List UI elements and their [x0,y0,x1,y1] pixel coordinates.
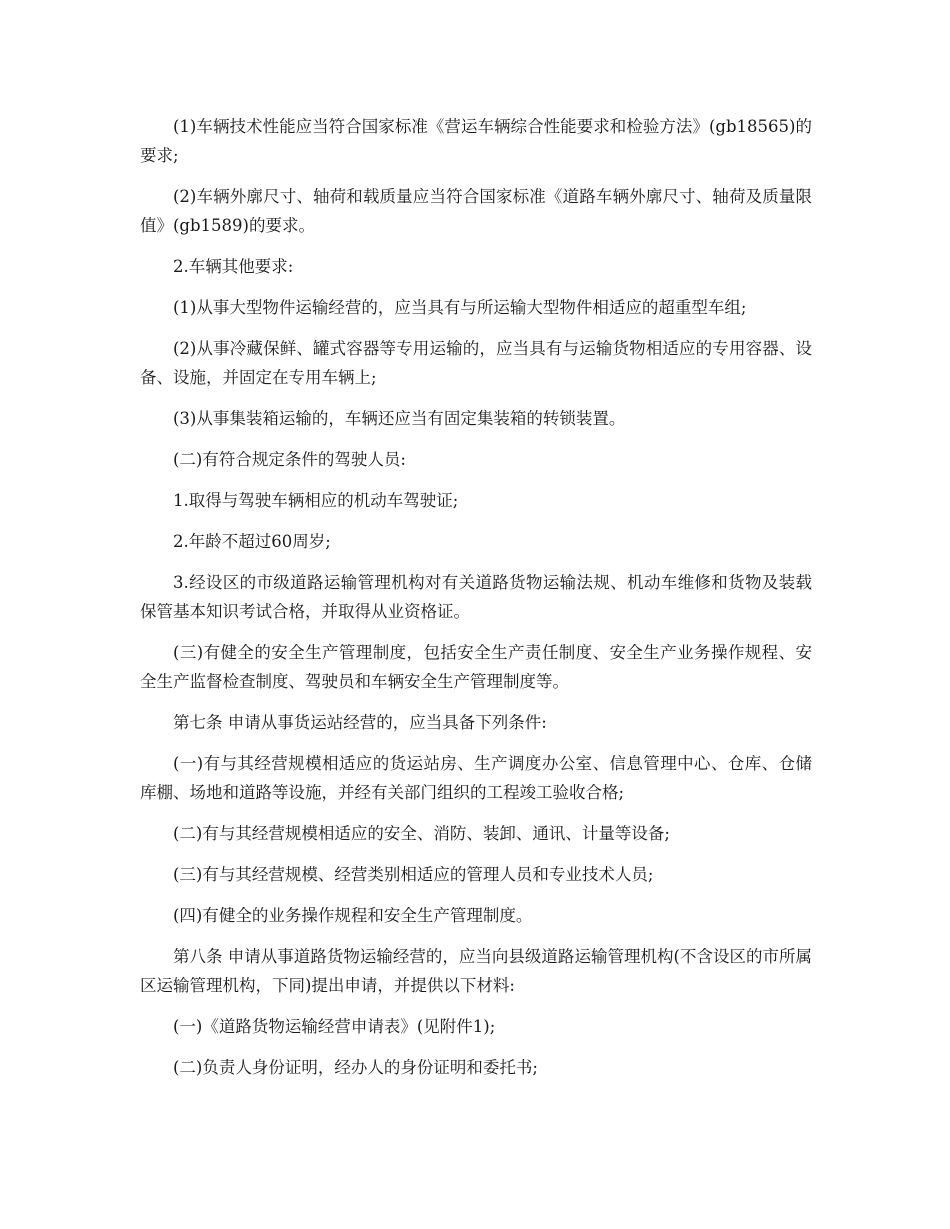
paragraph: 第七条 申请从事货运站经营的，应当具备下列条件: [173,713,547,732]
paragraph: 2.年龄不超过60周岁; [173,532,331,551]
paragraph: (三)有与其经营规模、经营类别相适应的管理人员和专业技术人员; [173,865,654,884]
paragraph: 1.取得与驾驶车辆相应的机动车驾驶证; [173,491,459,510]
paragraph: (2)车辆外廓尺寸、轴荷和载质量应当符合国家标准《道路车辆外廓尺寸、轴荷及质量限值》(gb1589)的要求。 [140,187,812,235]
paragraph: (二)有与其经营规模相适应的安全、消防、装卸、通讯、计量等设备; [173,824,670,843]
paragraph: (二)负责人身份证明，经办人的身份证明和委托书; [173,1058,538,1077]
paragraph: (二)有符合规定条件的驾驶人员: [173,450,406,469]
paragraph: 第八条 申请从事道路货物运输经营的，应当向县级道路运输管理机构(不含设区的市所属区运输管理机构，下同)提出申请，并提供以下材料: [140,947,812,995]
paragraph: (1)从事大型物件运输经营的，应当具有与所运输大型物件相适应的超重型车组; [173,298,747,317]
paragraph: (一)《道路货物运输经营申请表》(见附件1); [173,1017,496,1036]
paragraph: (三)有健全的安全生产管理制度，包括安全生产责任制度、安全生产业务操作规程、安全生产监督检查制度、驾驶员和车辆安全生产管理制度等。 [140,643,812,691]
paragraph: (1)车辆技术性能应当符合国家标准《营运车辆综合性能要求和检验方法》(gb18565)的要求; [140,117,812,165]
document-body [140,112,812,1094]
paragraph: (一)有与其经营规模相适应的货运站房、生产调度办公室、信息管理中心、仓库、仓储库棚、场地和道路等设施，并经有关部门组织的工程竣工验收合格; [140,754,812,802]
paragraph: (3)从事集装箱运输的，车辆还应当有固定集装箱的转锁装置。 [173,409,626,428]
paragraph: (四)有健全的业务操作规程和安全生产管理制度。 [173,906,533,925]
paragraph: 2.车辆其他要求: [173,257,294,276]
paragraph: (2)从事冷藏保鲜、罐式容器等专用运输的，应当具有与运输货物相适应的专用容器、设备、设施，并固定在专用车辆上; [140,339,812,387]
paragraph: 3.经设区的市级道路运输管理机构对有关道路货物运输法规、机动车维修和货物及装载保管基本知识考试合格，并取得从业资格证。 [140,573,812,621]
